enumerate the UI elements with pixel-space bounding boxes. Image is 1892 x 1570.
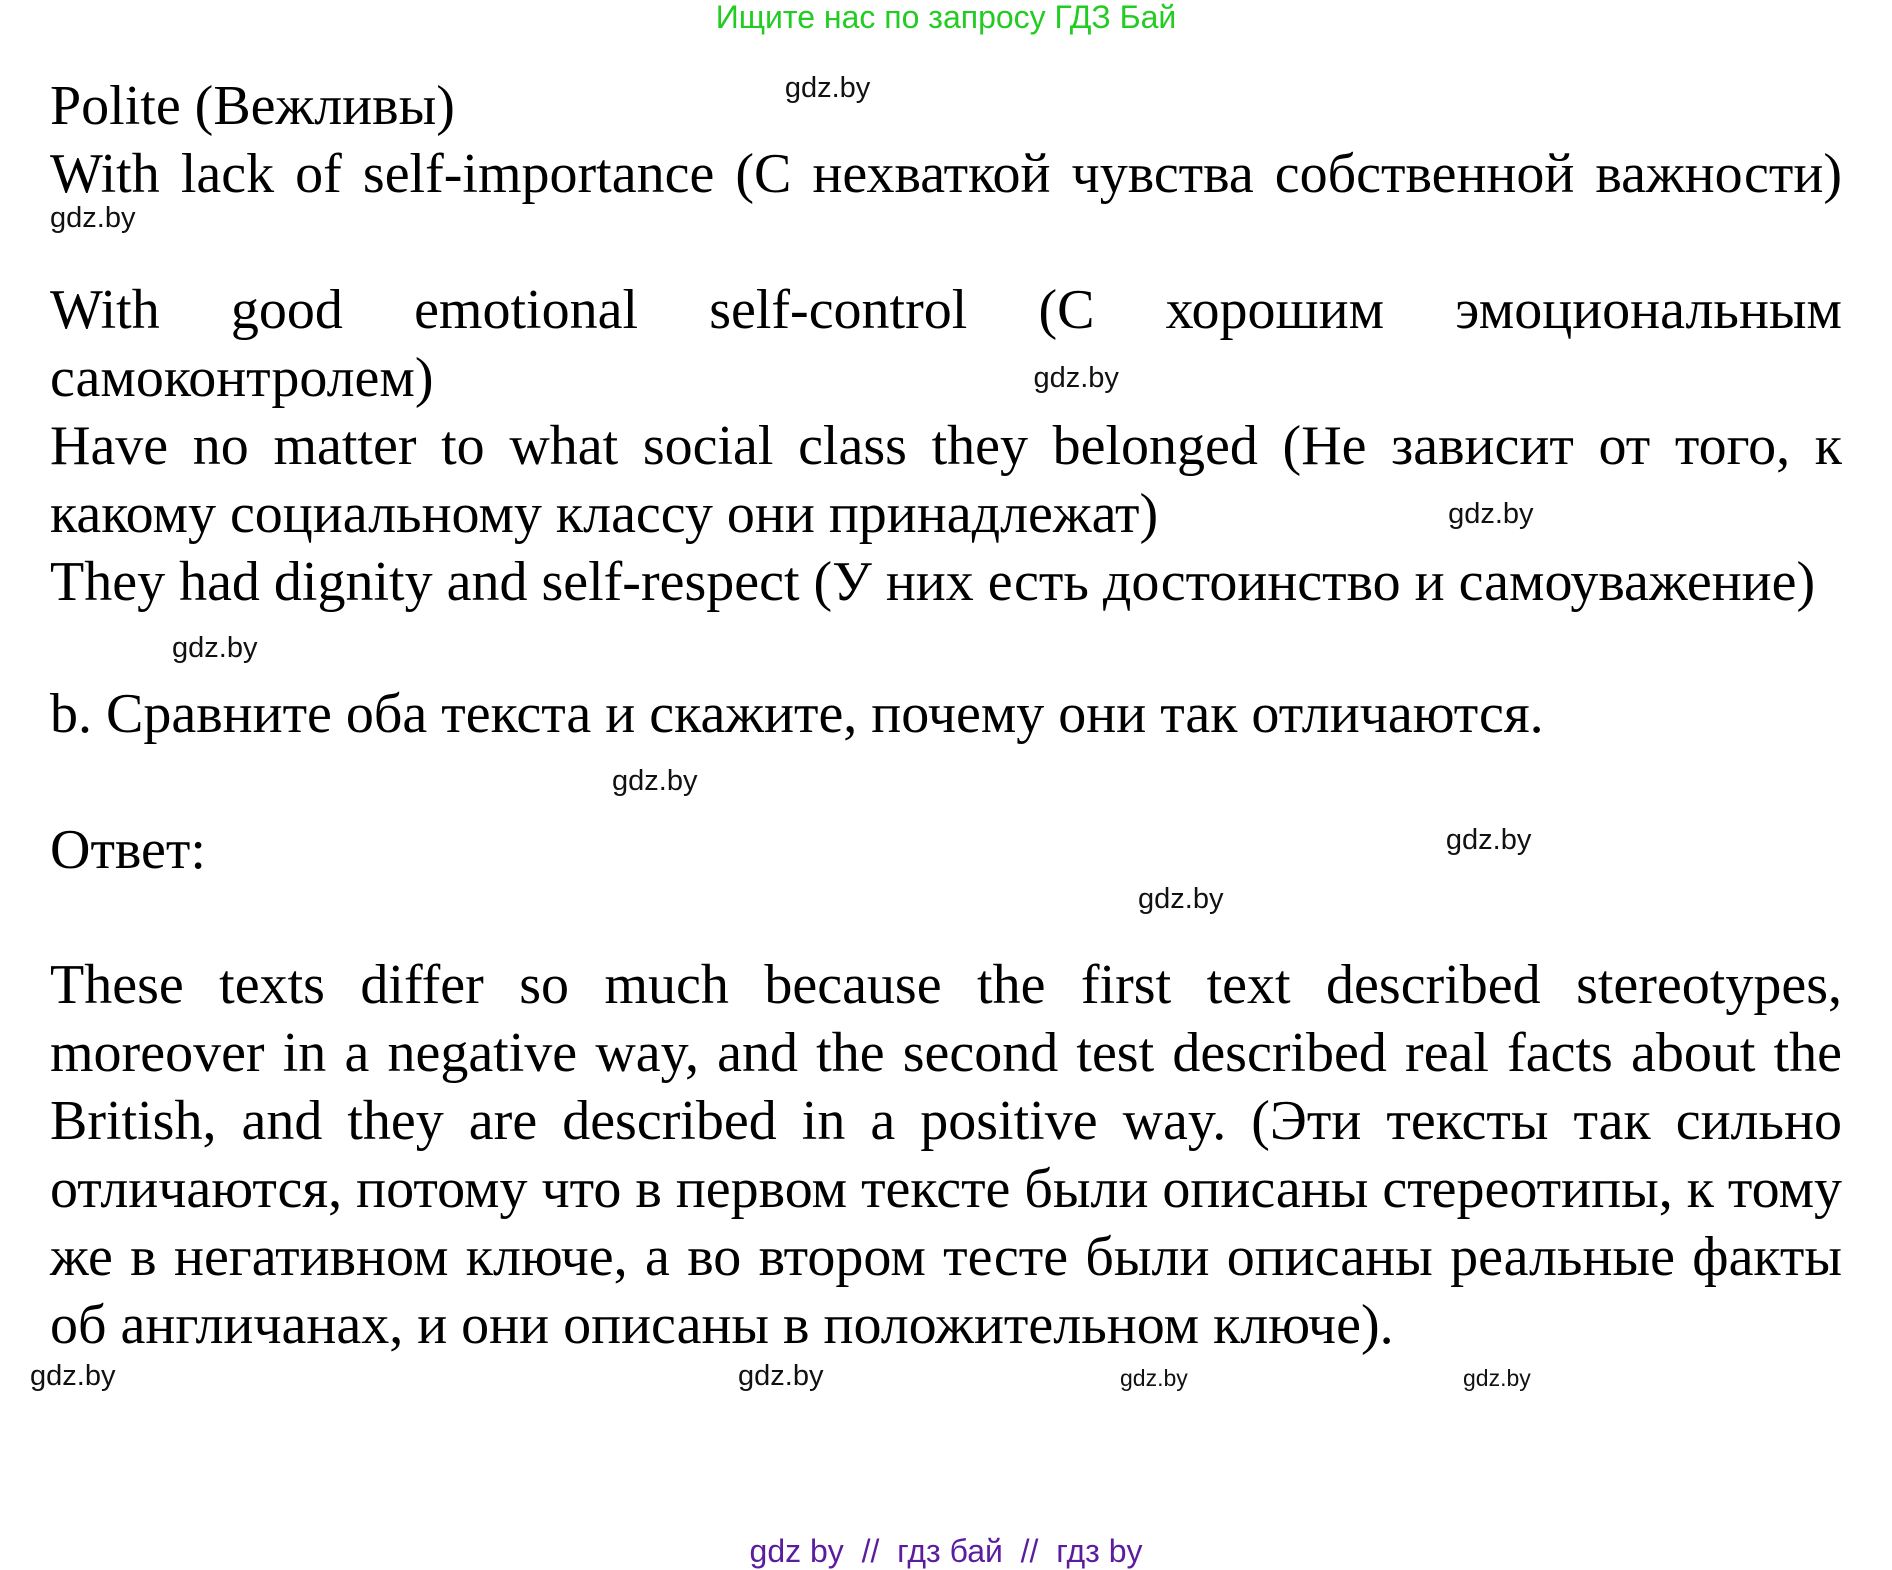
task-question-text: b. Сравните оба текста и скажите, почему они так отличаются. <box>50 683 1544 745</box>
watermark: gdz.by <box>1448 498 1534 530</box>
answer-text <box>50 951 1842 1359</box>
list-item-text: With good emotional self-control (С хорошим эмоциональным самоконтролем) <box>50 279 1842 409</box>
list-item <box>50 548 1842 616</box>
list-item-text: Have no matter to what social class they belonged (Не зависит от того, к какому социальному классу они принадлежат) <box>50 415 1842 545</box>
list-item <box>50 72 1842 140</box>
watermark: gdz.by <box>1463 1365 1531 1391</box>
task-question <box>50 680 1842 748</box>
list-item-text: They had dignity and self-respect (У них есть достоинство и самоуважение) <box>50 551 1816 613</box>
document-body <box>30 72 1842 1392</box>
promo-header: Ищите нас по запросу ГДЗ Бай <box>715 0 1177 35</box>
answer-text-content: These texts differ so much because the first text described stereotypes, moreover in a negative way, and the second test described real facts about the British, and they are described in a positive way. (Эти тексты так сильно отличаются, потому что в первом тексте были описаны стереотипы, к тому же в негативном ключе, а во втором тесте были описаны реальные факты об англичанах, и они описаны в положительном ключе). <box>50 954 1842 1356</box>
watermark: gdz.by <box>172 632 258 664</box>
watermark: gdz.by <box>784 72 871 104</box>
watermark: gdz.by <box>1445 824 1532 856</box>
list-item-text: With lack of self-importance (С нехваткой чувства собственной важности) <box>50 143 1842 205</box>
watermark-row <box>50 884 1842 951</box>
watermark: gdz.by <box>1120 1365 1188 1391</box>
list-item <box>50 412 1842 548</box>
answer-label-text: Ответ: <box>50 819 206 881</box>
watermark-row <box>30 1359 1842 1392</box>
watermark-row <box>50 748 1842 816</box>
answer-label <box>50 816 1842 884</box>
watermark: gdz.by <box>1033 362 1119 394</box>
footer-links: gdz by // гдз бай // гдз by <box>749 1533 1143 1569</box>
list-item-text: Polite (Вежливы) <box>50 75 455 137</box>
watermark-row <box>50 616 1842 680</box>
list-item <box>50 140 1842 276</box>
watermark: gdz.by <box>1138 883 1224 915</box>
list-item <box>50 276 1842 412</box>
watermark: gdz.by <box>50 202 136 234</box>
watermark: gdz.by <box>30 1360 116 1392</box>
watermark: gdz.by <box>738 1360 824 1392</box>
watermark: gdz.by <box>612 765 698 797</box>
